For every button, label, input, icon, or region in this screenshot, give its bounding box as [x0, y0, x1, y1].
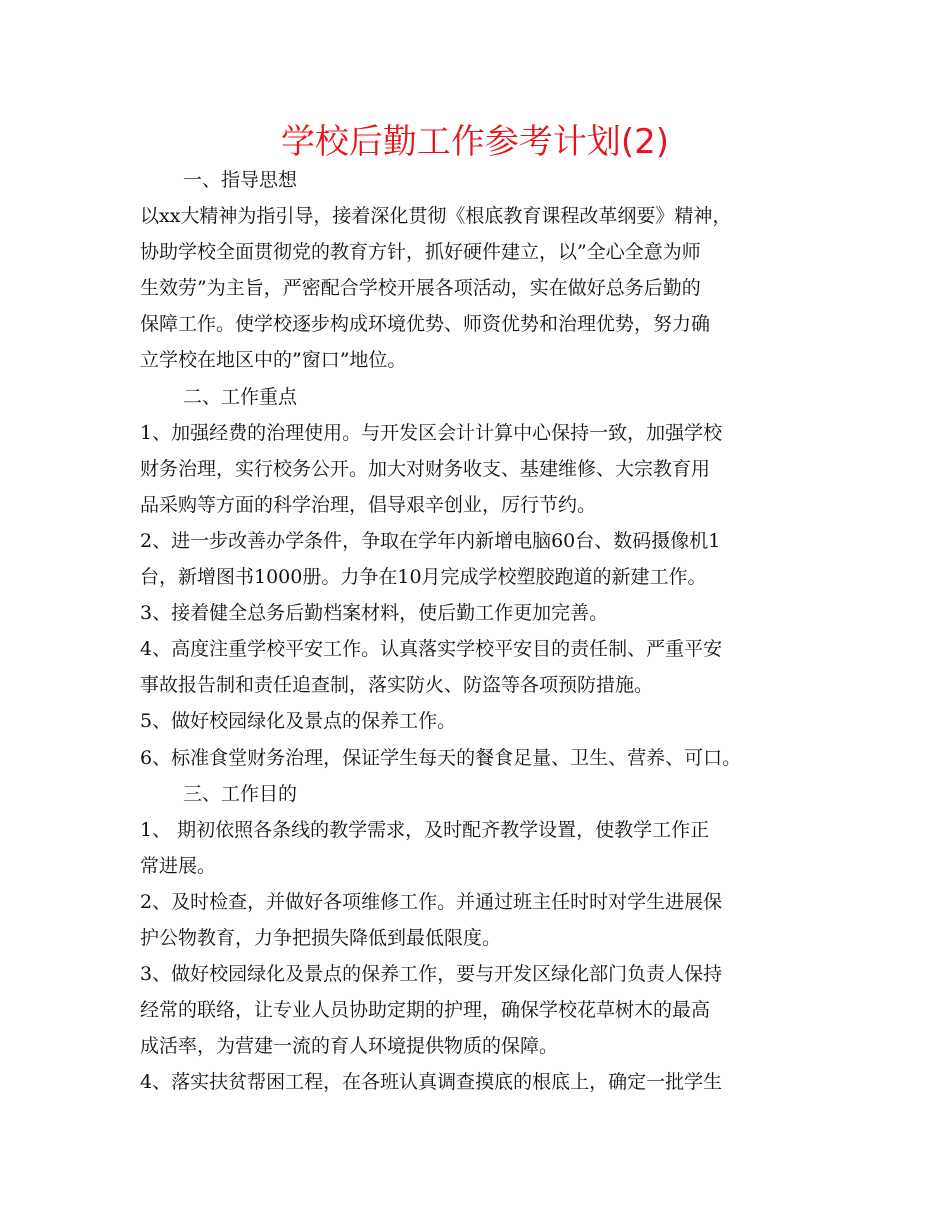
paragraph-line: 生效劳”为主旨，严密配合学校开展各项活动，实在做好总务后勤的: [140, 277, 701, 300]
section-heading: 一、指导思想: [183, 169, 298, 191]
section-heading: 三、工作目的: [183, 782, 298, 805]
paragraph-line: 1、加强经费的治理使用。与开发区会计计算中心保持一致，加强学校: [140, 421, 723, 444]
paragraph-line: 以xx大精神为指引导，接着深化贯彻《根底教育课程改革纲要》精神，: [140, 205, 732, 228]
paragraph-line: 2、及时检查，并做好各项维修工作。并通过班主任时时对学生进展保: [140, 890, 723, 913]
section-heading: 二、工作重点: [183, 385, 298, 408]
document-body: [140, 162, 820, 1100]
paragraph-line: 保障工作。使学校逐步构成环境优势、师资优势和治理优势，努力确: [140, 313, 711, 336]
paragraph-line: 财务治理，实行校务公开。加大对财务收支、基建维修、大宗教育用: [140, 457, 711, 480]
paragraph-line: 护公物教育，力争把损失降低到最低限度。: [140, 926, 502, 949]
paragraph-line: 1、 期初依照各条线的教学需求，及时配齐教学设置，使教学工作正: [140, 818, 710, 841]
paragraph-line: 经常的联络，让专业人员协助定期的护理，确保学校花草树木的最高: [140, 999, 711, 1022]
paragraph-line: 常进展。: [140, 854, 217, 877]
paragraph-line: 立学校在地区中的”窗口”地位。: [140, 349, 407, 372]
paragraph-line: 4、落实扶贫帮困工程，在各班认真调查摸底的根底上，确定一批学生: [140, 1071, 723, 1094]
paragraph-line: 3、做好校园绿化及景点的保养工作，要与开发区绿化部门负责人保持: [140, 963, 723, 986]
paragraph-line: 2、进一步改善办学条件，争取在学年内新增电脑60台、数码摄像机1: [140, 529, 721, 552]
paragraph-line: 成活率，为营建一流的育人环境提供物质的保障。: [140, 1035, 559, 1058]
paragraph-line: 台，新增图书1000册。力争在10月完成学校塑胶跑道的新建工作。: [140, 566, 707, 589]
paragraph-line: 协助学校全面贯彻党的教育方针，抓好硬件建立，以”全心全意为师: [140, 241, 701, 264]
paragraph-line: 5、做好校园绿化及景点的保养工作。: [140, 710, 457, 733]
paragraph-line: 4、高度注重学校平安工作。认真落实学校平安目的责任制、严重平安: [140, 638, 723, 661]
paragraph-line: 6、标准食堂财务治理，保证学生每天的餐食足量、卫生、营养、可口。: [140, 746, 742, 769]
paragraph-line: 3、接着健全总务后勤档案材料，使后勤工作更加完善。: [140, 602, 609, 625]
document-title: 学校后勤工作参考计划(2): [280, 122, 670, 162]
paragraph-line: 事故报告制和责任追查制，落实防火、防盗等各项预防措施。: [140, 674, 654, 697]
paragraph-line: 品采购等方面的科学治理，倡导艰辛创业，厉行节约。: [140, 493, 597, 516]
